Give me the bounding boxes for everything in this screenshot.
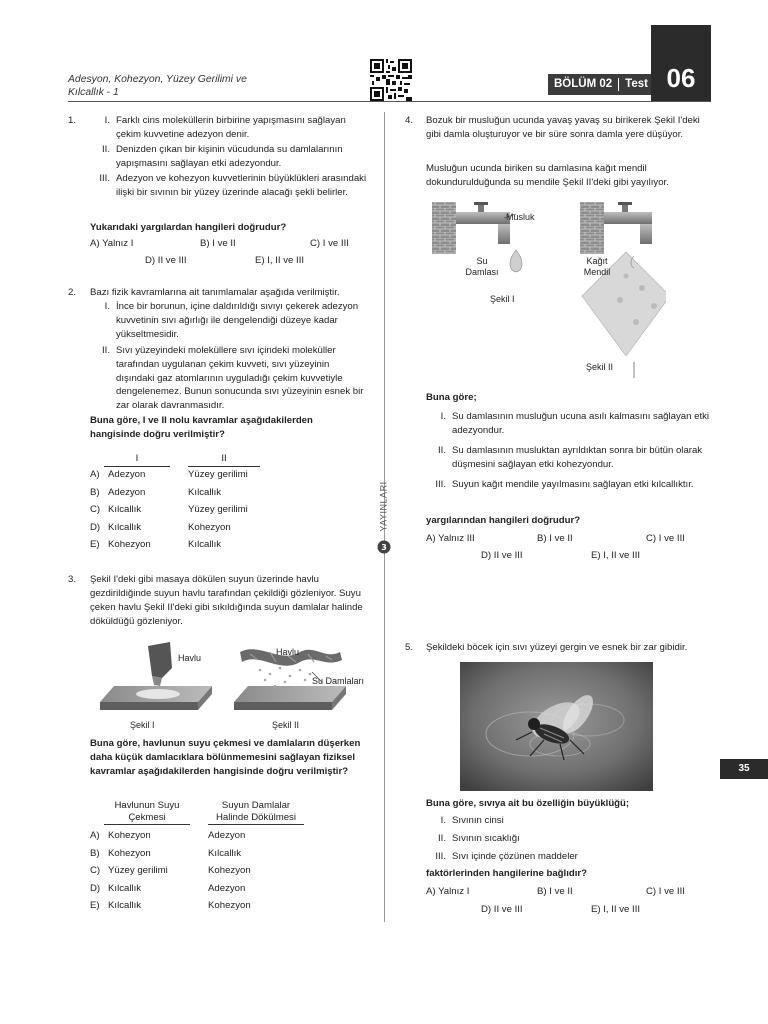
q4-items (428, 410, 714, 492)
towel-1 (148, 642, 172, 678)
q2-option-d[interactable] (90, 521, 290, 539)
q1-option-d[interactable]: D) II ve III (145, 255, 187, 266)
q1-item-3-text: Adezyon ve kohezyon kuvvetlerinin büyüklükleri arasındaki ilişki bir sıvının bir yüzey üzerinde alacağı şekli belirler. (116, 172, 367, 198)
header-rule (68, 101, 711, 102)
q4-label-drop: Su Damlası (465, 256, 499, 277)
header-title-line2: Kılcallık - 1 (68, 87, 119, 98)
q2-option-c-c1: Kılcallık (108, 504, 142, 515)
q3-option-d-letter: D) (90, 882, 101, 894)
table-1-side (100, 702, 198, 710)
q3-question: Buna göre, havlunun suyu çekmesi ve damlaların düşerken daha küçük damlacıklara bölünmemesini sağlayan fiziksel kavramlar aşağıdakilerden hangisinde doğru verilmiştir? (90, 738, 361, 777)
q2-options (90, 468, 290, 556)
q3-option-a-letter: A) (90, 830, 100, 841)
q1-option-b[interactable]: B) I ve II (200, 238, 236, 249)
q4-item-1-text: Su damlasının musluğun ucuna asılı kalmasını sağlayan etki adezyondur. (452, 411, 710, 436)
publisher-name: YAYINLARI (378, 481, 389, 532)
q3-option-e-letter: E) (90, 900, 100, 911)
q5-item-2 (428, 832, 714, 850)
q2-item-1-roman: I. (104, 301, 110, 312)
q5-item-3-roman: III. (435, 851, 446, 862)
q4-item-2-roman: II. (438, 444, 446, 456)
qr-code-icon[interactable] (370, 59, 412, 101)
q1-item-2-roman: II. (102, 143, 110, 155)
q3-option-c-c2: Kohezyon (208, 865, 251, 876)
q2-number: 2. (68, 287, 77, 298)
q3-col1-line2: Çekmesi (128, 812, 166, 823)
q3-col2-header (208, 800, 304, 825)
q3-col2-line1: Suyun Damlalar (221, 800, 291, 811)
q5-item-3-text: Sıvı içinde çözünen maddeler (452, 851, 578, 862)
q4-item-1 (428, 410, 714, 438)
q3-option-b[interactable] (90, 847, 330, 865)
q2-item-2-text: Sıvı yüzeyindeki moleküllere sıvı içindeki moleküller tarafından uygulanan çekim kuvveti, sıvı yüzeyinin dışındaki gaz atomlarının uyguladığı çekim kuvvetiyle dengelenemez. Bunun sonucunda sıvı yüzeyinin esnek bir zar olarak davranmasıdır. (116, 344, 364, 412)
water-drop-icon (510, 250, 522, 272)
q4-label-tap: Musluk (506, 212, 535, 222)
q5-item-1 (428, 814, 714, 832)
q2-option-e[interactable] (90, 538, 290, 556)
q3-caption1: Şekil I (130, 720, 155, 730)
q2-option-e-letter: E) (90, 539, 100, 550)
q3-option-a-c2: Adezyon (208, 830, 246, 841)
q2-option-e-c2: Kılcallık (188, 539, 222, 550)
section-separator (618, 78, 619, 91)
q5-option-d[interactable]: D) II ve III (481, 904, 523, 915)
q1-option-a[interactable]: A) Yalnız I (90, 238, 134, 249)
q3-option-d-c1: Kılcallık (108, 882, 142, 894)
q3-option-c-letter: C) (90, 865, 101, 876)
test-number: 06 (666, 63, 696, 94)
q3-label-towel2: Havlu (276, 647, 300, 657)
water-puddle (136, 689, 180, 699)
q2-option-a[interactable] (90, 468, 290, 486)
q4-item-3-roman: III. (435, 478, 446, 490)
q2-item-2 (92, 344, 370, 414)
q4-figure (430, 196, 666, 386)
q3-option-d-c2: Adezyon (208, 882, 246, 894)
q5-number: 5. (405, 642, 414, 653)
section-badge (548, 74, 651, 95)
q2-option-b-letter: B) (90, 486, 100, 498)
table-2-top (234, 686, 346, 702)
table-2-side (234, 702, 332, 710)
q5-option-c[interactable]: C) I ve III (646, 886, 685, 897)
q3-col1-line1: Havlunun Suyu (114, 800, 180, 811)
q4-caption1: Şekil I (490, 294, 515, 304)
wall-2 (580, 202, 604, 254)
q2-option-c-letter: C) (90, 504, 101, 515)
q2-option-d-letter: D) (90, 521, 101, 533)
q2-option-a-c2: Yüzey gerilimi (188, 469, 248, 480)
q5-question: faktörlerinden hangilerine bağlıdır? (426, 868, 587, 879)
q3-col1-header (104, 800, 190, 825)
tap-1-handle (478, 204, 484, 212)
q3-caption2: Şekil II (272, 720, 300, 730)
q3-number: 3. (68, 574, 77, 585)
q5-items (428, 814, 714, 868)
q1-option-c[interactable]: C) I ve III (310, 238, 349, 249)
q2-option-b[interactable] (90, 486, 290, 504)
wall-1 (432, 202, 456, 254)
water-drops (259, 667, 312, 690)
q5-item-2-roman: II. (438, 833, 446, 844)
q3-label-towel1: Havlu (178, 653, 202, 663)
q3-option-c-c1: Yüzey gerilimi (108, 865, 168, 876)
test-number-box (651, 25, 711, 101)
q1-item-1-roman: I. (104, 115, 110, 126)
q4-option-c[interactable]: C) I ve III (646, 533, 685, 544)
q4-question-lead: Buna göre; (426, 392, 477, 403)
q3-label-drops: Su Damlaları (312, 676, 365, 686)
q5-item-1-roman: I. (440, 815, 446, 826)
q3-options (90, 829, 330, 917)
q3-option-e[interactable] (90, 899, 330, 917)
q5-intro: Şekildeki böcek için sıvı yüzeyi gergin ve esnek bir zar gibidir. (426, 642, 688, 653)
q2-col2-header: II (188, 452, 260, 467)
q4-label-tissue: Kağıt Mendil (583, 256, 611, 277)
q5-option-e[interactable]: E) I, II ve III (591, 904, 641, 915)
q4-item-2 (428, 444, 714, 472)
q2-option-a-letter: A) (90, 469, 100, 480)
tap-2-handle (622, 204, 628, 212)
svg-text:3: 3 (381, 543, 387, 552)
q2-option-c-c2: Yüzey gerilimi (188, 504, 248, 515)
q5-item-1-text: Sıvının cinsi (452, 815, 504, 826)
q4-question: yargılarından hangileri doğrudur? (426, 515, 581, 526)
q2-option-b-c1: Adezyon (108, 486, 146, 498)
q4-item-3-text: Suyun kağıt mendile yayılmasını sağlayan etki kılcallıktır. (452, 478, 694, 490)
tap-1-handle-top (474, 202, 488, 205)
q5-insect-photo (460, 662, 653, 791)
q2-item-1-text: İnce bir borunun, içine daldırıldığı sıvıyı çekerek adezyon kuvvetinin sıvı ağırlığı ile dengelendiği düzeye kadar yükseltmesidir. (116, 301, 359, 340)
q3-option-a[interactable] (90, 829, 330, 847)
q2-option-d-c1: Kılcallık (108, 521, 142, 533)
q4-intro1: Bozuk bir musluğun ucunda yavaş yavaş su birikerek Şekil I'deki gibi damla oluşturuyor ve bir süre sonra damla yere düşüyor. (426, 115, 700, 140)
q3-option-b-c2: Kılcallık (208, 847, 242, 859)
q4-option-a[interactable]: A) Yalnız III (426, 533, 475, 544)
q2-item-1 (92, 300, 370, 342)
publisher-logo-icon (377, 540, 391, 554)
q2-items (92, 300, 370, 413)
q1-item-2-text: Denizden çıkan bir kişinin vücudunda su damlalarının yapışmasını sağlayan etki adezyondur. (116, 143, 343, 169)
header-title (68, 73, 328, 99)
q5-item-3 (428, 850, 714, 868)
q4-number: 4. (405, 115, 414, 126)
q5-question-lead: Buna göre, sıvıya ait bu özelliğin büyüklüğü; (426, 798, 630, 809)
tap-2-spout (640, 224, 652, 244)
test-label: Test (625, 78, 648, 91)
q2-intro: Bazı fizik kavramlarına ait tanımlamalar aşağıda verilmiştir. (90, 287, 340, 298)
q1-option-e[interactable]: E) I, II ve III (255, 255, 305, 266)
q5-option-a[interactable]: A) Yalnız I (426, 886, 470, 897)
q2-option-a-c1: Adezyon (108, 469, 146, 480)
tap-1-spout (498, 224, 510, 244)
tap-2-handle-top (618, 202, 632, 205)
q2-option-d-c2: Kohezyon (188, 521, 231, 533)
tap-2-pipe (604, 212, 652, 224)
q1-item-2 (92, 143, 368, 171)
q3-option-d[interactable] (90, 882, 330, 900)
publisher-mark (374, 470, 394, 560)
q4-intro2: Musluğun ucunda biriken su damlasına kağıt mendil dokundurulduğunda su mendile Şekil II'deki gibi yayılıyor. (426, 163, 669, 188)
section-label: BÖLÜM 02 (554, 78, 613, 91)
q4-option-e[interactable]: E) I, II ve III (591, 550, 641, 561)
q1-question: Yukarıdaki yargılardan hangileri doğrudur? (90, 222, 287, 233)
header-title-line1: Adesyon, Kohezyon, Yüzey Gerilimi ve (68, 74, 247, 85)
q1-number: 1. (68, 115, 77, 126)
q3-option-b-letter: B) (90, 847, 100, 859)
q4-item-3 (428, 478, 714, 492)
q4-item-1-roman: I. (440, 411, 446, 422)
q2-question: Buna göre, I ve II nolu kavramlar aşağıdakilerden hangisinde doğru verilmiştir? (90, 415, 313, 440)
q2-item-2-roman: II. (102, 344, 110, 356)
q4-option-d[interactable]: D) II ve III (481, 550, 523, 561)
q4-item-2-text: Su damlasının musluktan ayrıldıktan sonra bir bütün olarak düşmesini sağlayan etki kohezyondur. (452, 444, 703, 470)
q3-option-e-c2: Kohezyon (208, 900, 251, 911)
q3-option-e-c1: Kılcallık (108, 900, 142, 911)
q4-option-b[interactable]: B) I ve II (537, 533, 573, 544)
q1-items (92, 114, 368, 199)
q1-item-3 (92, 172, 368, 200)
q2-option-e-c1: Kohezyon (108, 539, 151, 550)
q1-item-3-roman: III. (99, 172, 110, 184)
q2-col1-header: I (104, 452, 170, 467)
q5-item-2-text: Sıvının sıcaklığı (452, 833, 520, 844)
q2-option-c[interactable] (90, 503, 290, 521)
page-number: 35 (720, 759, 768, 779)
q3-col2-line2: Halinde Dökülmesi (216, 812, 296, 823)
q3-option-a-c1: Kohezyon (108, 830, 151, 841)
tap-1-pipe (456, 212, 510, 224)
q5-option-b[interactable]: B) I ve II (537, 886, 573, 897)
q3-option-b-c1: Kohezyon (108, 847, 151, 859)
q3-option-c[interactable] (90, 864, 330, 882)
q3-intro: Şekil I'deki gibi masaya dökülen suyun üzerinde havlu gezdirildiğinde suyun havlu tarafından çekildiği gözleniyor. Suyu çeken havlu Şekil II'deki gibi sıkıldığında suyun damlalar halinde döküldüğü gözleniyor. (90, 574, 363, 627)
q4-caption2: Şekil II (586, 362, 614, 372)
q2-option-b-c2: Kılcallık (188, 486, 222, 498)
q1-item-1 (92, 114, 368, 142)
q1-item-1-text: Farklı cins moleküllerin birbirine yapışmasını sağlayan çekim kuvvetine adezyon denir. (116, 115, 346, 140)
